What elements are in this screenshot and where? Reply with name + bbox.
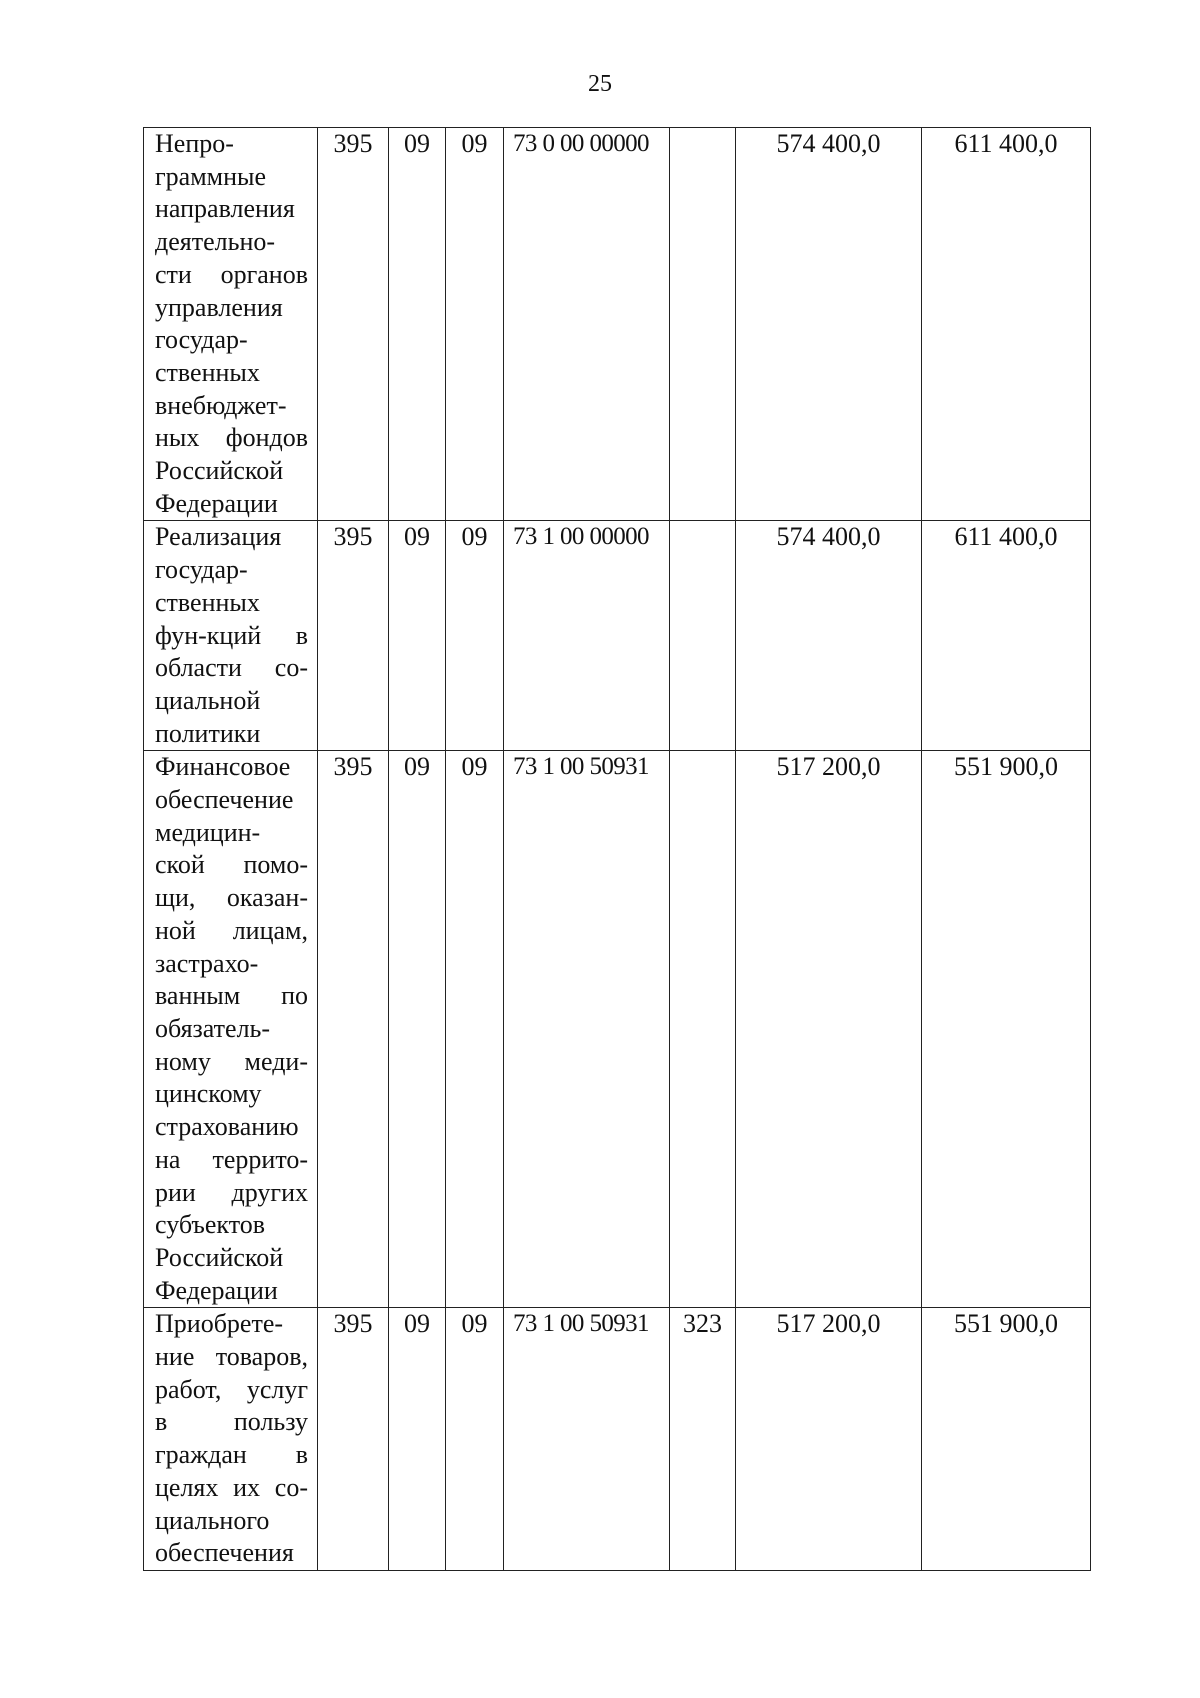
- target-article-cell: 73 1 00 50931: [504, 751, 670, 1308]
- expense-name-line: медицин-: [155, 817, 261, 847]
- expense-name-line: ской помо-: [155, 850, 308, 880]
- expense-name-line: государ-: [155, 555, 248, 585]
- expense-name-line: цинскому: [155, 1079, 262, 1109]
- amount-year-1-cell: 574 400,0: [736, 521, 922, 751]
- page-number: 25: [588, 71, 612, 97]
- expense-name-line: граждан в: [155, 1440, 308, 1470]
- target-article-cell: 73 1 00 50931: [504, 1308, 670, 1571]
- expense-name-line: Федерации: [155, 488, 278, 518]
- amount-year-2-cell: 611 400,0: [922, 521, 1091, 751]
- section-code-cell: 09: [389, 1308, 446, 1571]
- expense-name-line: на террито-: [155, 1144, 308, 1174]
- amount-year-2-cell: 551 900,0: [922, 1308, 1091, 1571]
- expense-type-cell: [670, 128, 736, 521]
- amount-year-2-cell: 551 900,0: [922, 751, 1091, 1308]
- expense-name-cell: [144, 1308, 318, 1571]
- expense-name-line: управления: [155, 292, 283, 322]
- target-article-cell: 73 0 00 00000: [504, 128, 670, 521]
- expense-name-line: ванным по: [155, 981, 308, 1011]
- expense-name-line: в пользу: [155, 1407, 308, 1437]
- expense-name-line: ной лицам,: [155, 915, 308, 945]
- table-row: [144, 751, 1091, 1308]
- expense-name-line: деятельно-: [155, 227, 276, 257]
- section-code-cell: 09: [389, 128, 446, 521]
- expense-name-line: области со-: [155, 653, 308, 683]
- expense-name-line: страхованию: [155, 1112, 299, 1142]
- expense-name-line: государ-: [155, 325, 248, 355]
- expense-name-line: фун-кций в: [155, 620, 308, 650]
- expense-name-line: работ, услуг: [155, 1374, 308, 1404]
- ministry-code-cell: 395: [318, 128, 389, 521]
- expense-name-line: щи, оказан-: [155, 883, 308, 913]
- expense-name-line: ственных: [155, 587, 260, 617]
- budget-table: [143, 127, 1091, 1571]
- expense-name-line: сти органов: [155, 259, 308, 289]
- ministry-code-cell: 395: [318, 1308, 389, 1571]
- table-row: [144, 128, 1091, 521]
- section-code-cell: 09: [389, 521, 446, 751]
- amount-year-1-cell: 517 200,0: [736, 1308, 922, 1571]
- expense-name-line: обязатель-: [155, 1013, 271, 1043]
- amount-year-1-cell: 517 200,0: [736, 751, 922, 1308]
- expense-name-line: Приобрете-: [155, 1309, 284, 1339]
- amount-year-1-cell: 574 400,0: [736, 128, 922, 521]
- expense-name-line: циального: [155, 1505, 270, 1535]
- expense-name-line: Реализация: [155, 522, 282, 552]
- expense-name-line: субъектов: [155, 1210, 266, 1240]
- expense-name-cell: [144, 521, 318, 751]
- expense-name-line: ственных: [155, 357, 260, 387]
- expense-name-line: направления: [155, 194, 295, 224]
- expense-name-line: политики: [155, 718, 261, 748]
- expense-type-cell: 323: [670, 1308, 736, 1571]
- expense-name-line: застрахо-: [155, 948, 259, 978]
- expense-name-cell: [144, 128, 318, 521]
- expense-name-line: ных фондов: [155, 423, 308, 453]
- expense-name-cell: [144, 751, 318, 1308]
- expense-name-line: ному меди-: [155, 1046, 308, 1076]
- expense-name-line: Российской: [155, 456, 284, 486]
- expense-name-line: Непро-: [155, 129, 234, 158]
- amount-year-2-cell: 611 400,0: [922, 128, 1091, 521]
- section-code-cell: 09: [389, 751, 446, 1308]
- ministry-code-cell: 395: [318, 751, 389, 1308]
- ministry-code-cell: 395: [318, 521, 389, 751]
- subsection-code-cell: 09: [446, 128, 504, 521]
- expense-type-cell: [670, 521, 736, 751]
- expense-name-line: Федерации: [155, 1275, 278, 1305]
- expense-name-line: обеспечение: [155, 785, 294, 815]
- expense-name-line: внебюджет-: [155, 390, 287, 420]
- expense-name-line: Финансовое: [155, 752, 291, 782]
- table-row: [144, 1308, 1091, 1571]
- expense-type-cell: [670, 751, 736, 1308]
- expense-name-line: Российской: [155, 1242, 284, 1272]
- subsection-code-cell: 09: [446, 521, 504, 751]
- table-body: [144, 128, 1091, 1571]
- expense-name-line: рии других: [155, 1177, 308, 1207]
- expense-name-line: обеспечения: [155, 1538, 294, 1568]
- subsection-code-cell: 09: [446, 751, 504, 1308]
- expense-name-line: циальной: [155, 685, 261, 715]
- subsection-code-cell: 09: [446, 1308, 504, 1571]
- target-article-cell: 73 1 00 00000: [504, 521, 670, 751]
- expense-name-line: ние товаров,: [155, 1342, 308, 1372]
- expense-name-line: граммные: [155, 161, 267, 191]
- table-row: [144, 521, 1091, 751]
- expense-name-line: целях их со-: [155, 1472, 308, 1502]
